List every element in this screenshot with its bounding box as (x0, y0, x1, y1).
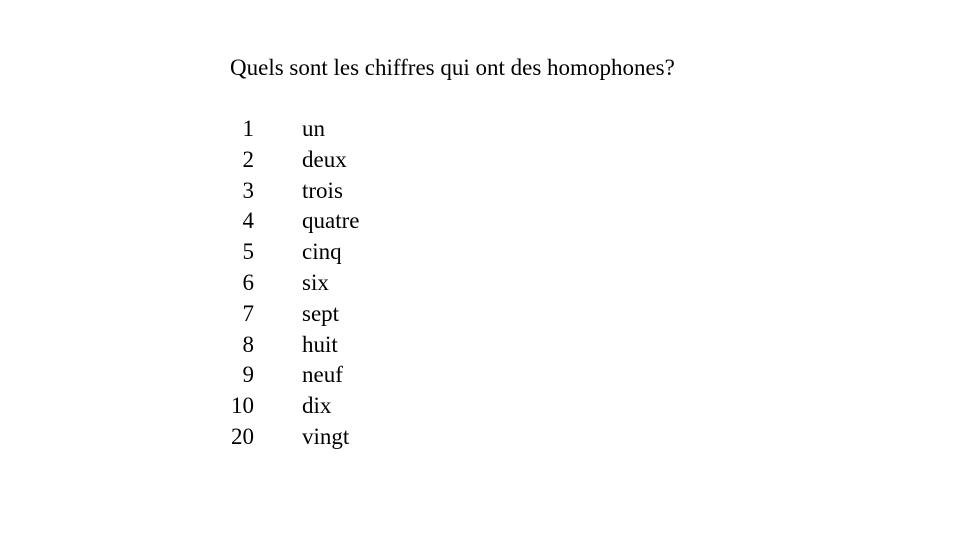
word-10: dix (302, 393, 332, 419)
number-4: 4 (242, 208, 254, 234)
word-7: sept (302, 300, 340, 326)
word-8: huit (302, 331, 338, 357)
word-9: neuf (302, 362, 343, 388)
number-2: 2 (242, 146, 254, 172)
word-5: cinq (302, 239, 342, 265)
number-9: 9 (242, 362, 254, 388)
word-6: six (302, 269, 329, 295)
question-heading: Quels sont les chiffres qui ont des homophones? (230, 55, 675, 80)
number-7: 7 (242, 300, 254, 326)
word-2: deux (302, 146, 347, 172)
number-8: 8 (242, 331, 254, 357)
number-3: 3 (242, 177, 254, 203)
word-3: trois (302, 177, 343, 203)
number-1: 1 (242, 116, 254, 141)
number-word-list (214, 114, 359, 453)
number-20: 20 (231, 423, 254, 449)
number-5: 5 (242, 239, 254, 265)
number-6: 6 (242, 269, 254, 295)
word-20: vingt (302, 423, 350, 449)
word-1: un (302, 116, 325, 141)
number-10: 10 (231, 393, 254, 419)
word-4: quatre (302, 208, 360, 234)
